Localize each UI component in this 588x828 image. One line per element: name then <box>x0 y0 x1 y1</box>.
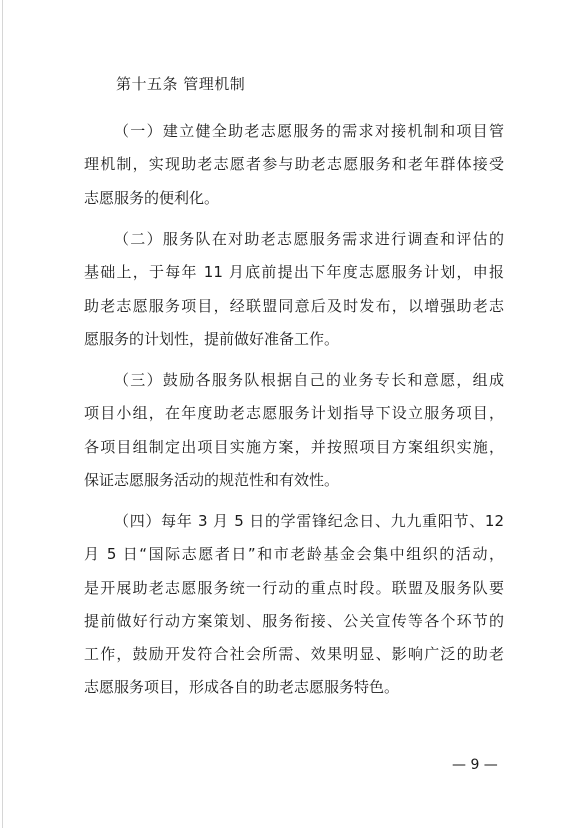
paragraph-line: 工作，鼓励开发符合社会所需、效果明显、影响广泛的助老 <box>84 645 504 664</box>
paragraph-line: 志愿服务项目，形成各自的助老志愿服务特色。 <box>84 678 400 697</box>
paragraph-line: 是开展助老志愿服务统一行动的重点时段。联盟及服务队要 <box>84 578 504 597</box>
paragraph-line: 月 5 日“国际志愿者日”和市老龄基金会集中组织的活动， <box>84 545 504 564</box>
paragraph-1 <box>84 120 504 220</box>
paragraph-line: （四）每年 3 月 5 日的学雷锋纪念日、九九重阳节、12 <box>114 512 504 530</box>
paragraph-line: 理机制，实现助老志愿者参与助老志愿服务和老年群体接受 <box>84 155 504 174</box>
paragraph-line: （一）建立健全助老志愿服务的需求对接机制和项目管 <box>114 122 504 140</box>
paragraph-line: 项目小组，在年度助老志愿服务计划指导下设立服务项目， <box>84 404 504 423</box>
page-number: — 9 — <box>452 757 498 773</box>
article-heading: 第十五条 管理机制 <box>116 75 246 93</box>
paragraph-3 <box>84 369 504 502</box>
paragraph-4 <box>84 510 504 710</box>
paragraph-line: 助老志愿服务项目，经联盟同意后及时发布，以增强助老志 <box>84 296 504 315</box>
paragraph-line: 各项目组制定出项目实施方案，并按照项目方案组织实施， <box>84 437 504 456</box>
paragraph-line: （二）服务队在对助老志愿服务需求进行调查和评估的 <box>114 230 504 248</box>
paragraph-line: 保证志愿服务活动的规范性和有效性。 <box>84 470 340 489</box>
paragraph-line: （三）鼓励各服务队根据自己的业务专长和意愿，组成 <box>114 371 504 389</box>
page-edge-line <box>2 0 3 828</box>
paragraph-line: 基础上，于每年 11 月底前提出下年度志愿服务计划，申报 <box>84 263 504 282</box>
paragraph-line: 提前做好行动方案策划、服务衔接、公关宣传等各个环节的 <box>84 611 504 630</box>
paragraph-line: 志愿服务的便利化。 <box>84 188 220 207</box>
paragraph-line: 愿服务的计划性，提前做好准备工作。 <box>84 329 340 348</box>
paragraph-2 <box>84 228 504 361</box>
